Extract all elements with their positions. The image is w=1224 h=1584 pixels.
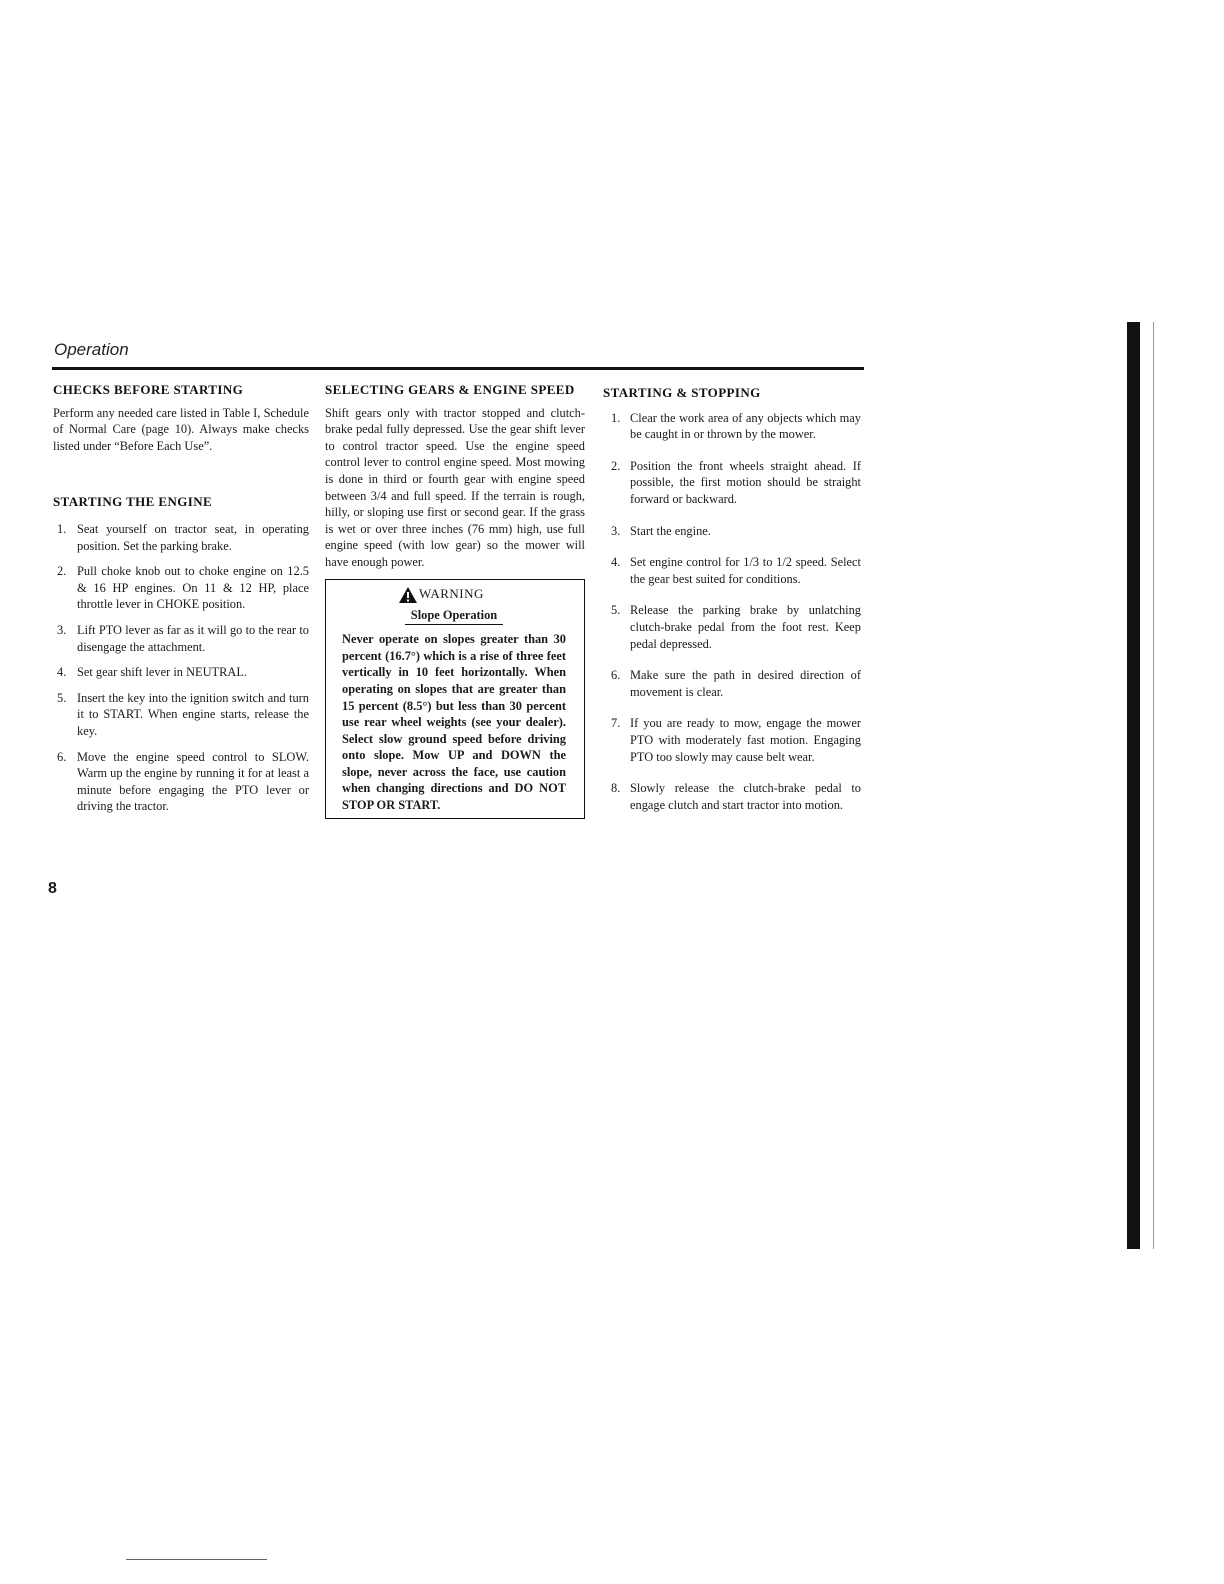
starting-engine-steps [53, 521, 309, 815]
warning-triangle-icon [398, 586, 418, 604]
list-item [603, 780, 861, 813]
step-number: 1. [611, 410, 621, 425]
warning-box [325, 579, 585, 819]
starting-stopping-steps [603, 410, 861, 814]
step-text: Release the parking brake by unlatching clutch-brake pedal from the foot rest. Keep pedal depressed. [630, 603, 861, 651]
step-number: 4. [57, 665, 67, 680]
starting-engine-heading: STARTING THE ENGINE [53, 494, 213, 510]
step-text: Set gear shift lever in NEUTRAL. [77, 665, 247, 680]
step-number: 2. [57, 564, 67, 579]
step-text: Insert the key into the ignition switch and turn it to START. When engine starts, release the key. [77, 690, 309, 738]
column-middle [325, 382, 585, 819]
warning-subtitle: Slope Operation [405, 608, 503, 625]
checks-heading: CHECKS BEFORE STARTING [53, 382, 244, 397]
step-text: Make sure the path in desired direction of movement is clear. [630, 668, 861, 699]
column-right [603, 382, 861, 828]
step-text: If you are ready to mow, engage the mower PTO with moderately fast motion. Engaging PTO too slowly may cause belt wear. [630, 716, 861, 764]
step-number: 1. [57, 521, 67, 536]
step-number: 3. [57, 622, 67, 637]
step-text: Slowly release the clutch-brake pedal to engage clutch and start tractor into motion. [630, 781, 861, 812]
step-number: 5. [57, 690, 67, 705]
list-item [603, 602, 861, 652]
list-item [603, 410, 861, 443]
list-item [53, 521, 309, 554]
step-text: Lift PTO lever as far as it will go to the rear to disengage the attachment. [77, 622, 309, 654]
step-number: 4. [611, 555, 621, 570]
step-text: Start the engine. [630, 523, 711, 538]
scan-edge-line [1153, 322, 1154, 1249]
step-number: 7. [611, 716, 621, 731]
list-item [603, 667, 861, 700]
list-item [603, 458, 861, 508]
step-number: 2. [611, 458, 621, 473]
step-text: Position the front wheels straight ahead. If possible, the first motion should be straight forward or backward. [630, 458, 861, 506]
warning-header [398, 586, 566, 604]
step-text: Set engine control for 1/3 to 1/2 speed. Select the gear best suited for conditions. [630, 555, 861, 586]
list-item [53, 749, 309, 815]
list-item [603, 554, 861, 587]
list-item [603, 715, 861, 765]
step-number: 5. [611, 603, 621, 618]
column-left [53, 382, 309, 824]
header-rule [52, 367, 864, 370]
step-text: Seat yourself on tractor seat, in operating position. Set the parking brake. [77, 521, 309, 553]
list-item [53, 690, 309, 740]
warning-body: Never operate on slopes greater than 30 percent (16.7°) which is a rise of three feet vertically in 10 feet horizontally. When operating on slopes that are greater than 15 percent (8.5°) but less than 30 percent use rear wheel weights (see your dealer). Select slow ground speed before driving onto slope. Mow UP and DOWN the slope, never across the face, use caution when changing directions and DO NOT STOP OR START. [342, 632, 566, 813]
starting-stopping-heading: STARTING & STOPPING [603, 385, 761, 400]
section-title: Operation [54, 340, 129, 359]
step-text: Pull choke knob out to choke engine on 12.5 & 16 HP engines. On 11 & 12 HP, place throttle lever in CHOKE position. [77, 564, 309, 612]
step-text: Move the engine speed control to SLOW. Warm up the engine by running it for at least a minute before engaging the PTO lever or driving the tractor. [77, 749, 309, 814]
list-item [53, 622, 309, 655]
list-item [603, 523, 861, 540]
step-number: 3. [611, 523, 621, 538]
step-number: 8. [611, 781, 621, 796]
step-number: 6. [611, 668, 621, 683]
page-number: 8 [48, 880, 57, 897]
selecting-gears-text: Shift gears only with tractor stopped and clutch-brake pedal fully depressed. Use the gear shift lever to control tractor speed. Use the engine speed control lever to control engine speed. Most mowing is done in third or fourth gear with engine speed between 3/4 and full speed. If the terrain is rough, hilly, or sloping use first or second gear. If the grass is wet or over three inches (76 mm) high, use full engine speed (with low gear) so the mower will have enough power. [325, 405, 585, 569]
footer-rule [126, 1559, 267, 1560]
list-item [53, 563, 309, 613]
scan-edge-bar [1127, 322, 1140, 1249]
checks-text: Perform any needed care listed in Table I, Schedule of Normal Care (page 10). Always make checks listed under “Before Each Use”. [53, 405, 309, 453]
step-number: 6. [57, 749, 67, 764]
warning-label: WARNING [419, 586, 484, 602]
step-text: Clear the work area of any objects which may be caught in or thrown by the mower. [630, 410, 861, 442]
list-item [53, 664, 309, 681]
selecting-gears-heading: SELECTING GEARS & ENGINE SPEED [325, 382, 575, 397]
